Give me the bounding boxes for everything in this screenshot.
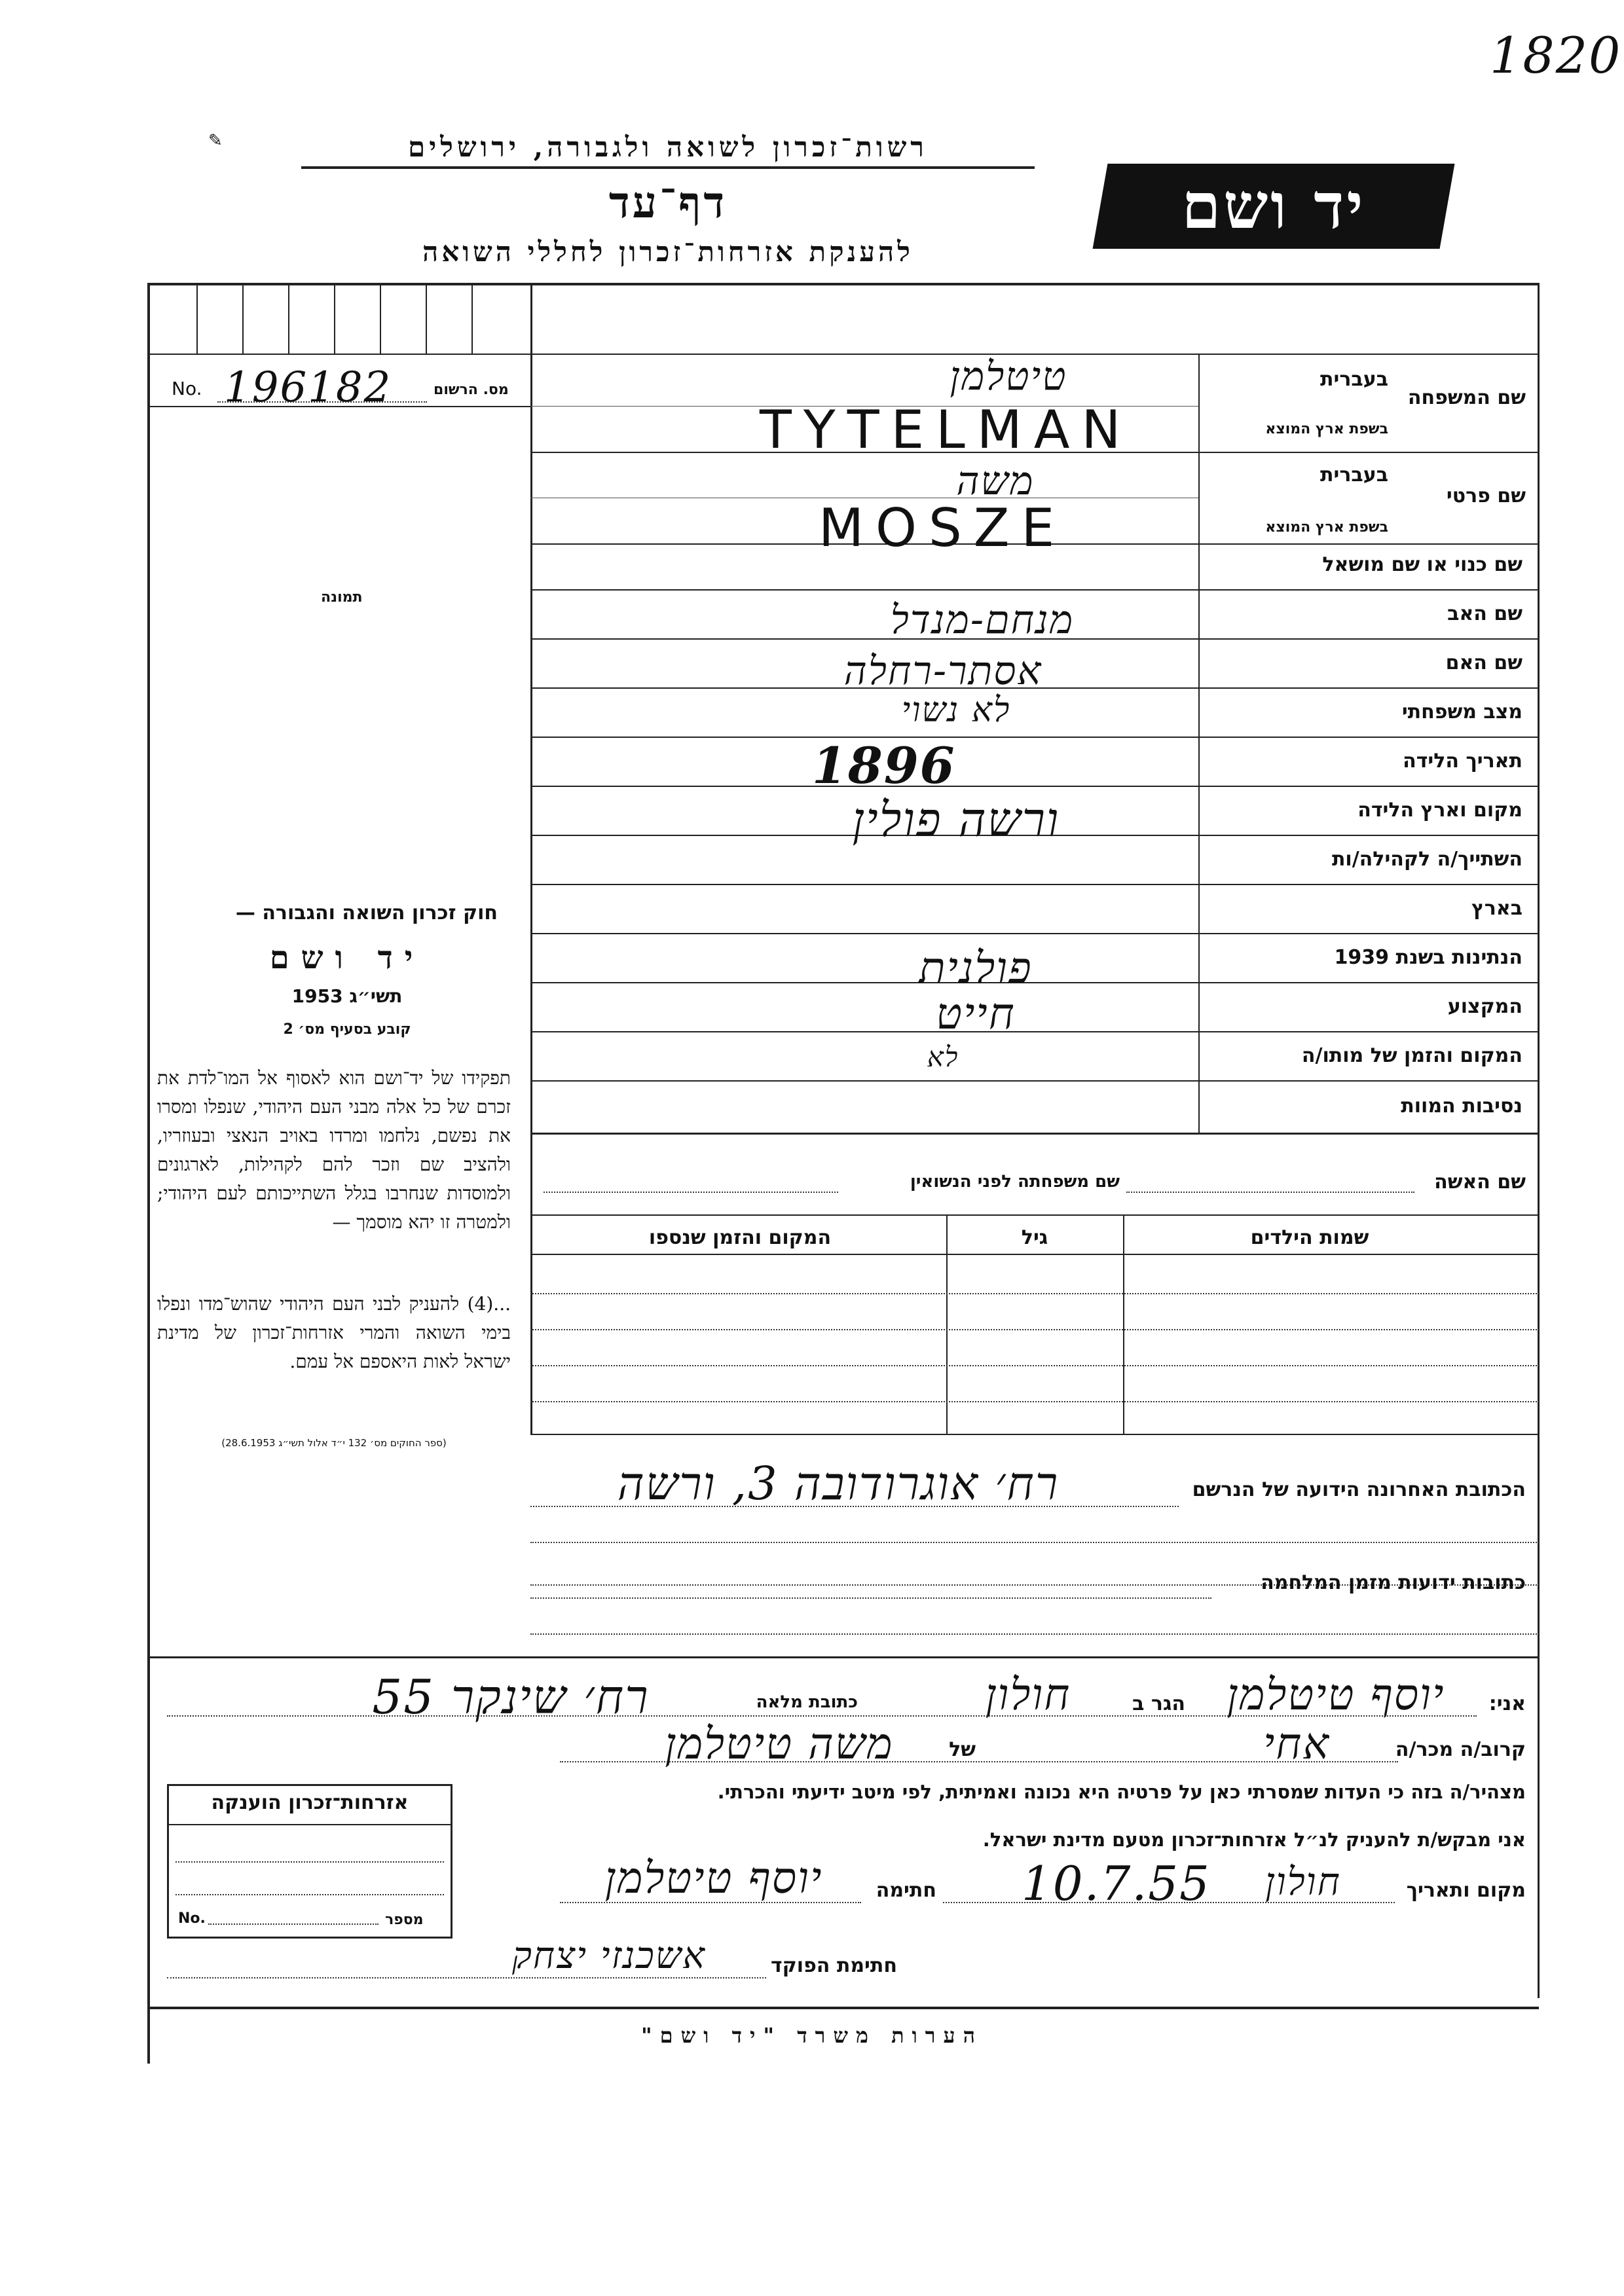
law-title: חוק זכרון השואה והגבורה — xyxy=(235,902,498,924)
value-date: 10.7.55 xyxy=(1022,1856,1211,1911)
label-column-divider xyxy=(1198,354,1200,1133)
citizenship-box-title: אזרחות־זכרון הוענקה xyxy=(211,1791,409,1814)
value-signature: יוסף טיטלמן xyxy=(604,1853,823,1903)
label-declarant: אני: xyxy=(1488,1692,1526,1715)
label-mother: שם האם xyxy=(1445,651,1522,674)
value-nationality: פולנית xyxy=(919,943,1033,993)
label-of: של xyxy=(949,1738,976,1761)
law-name: יד ושם xyxy=(269,939,425,976)
value-surname-hebrew: טיטלמן xyxy=(950,354,1067,399)
value-firstname-hebrew: משה xyxy=(956,458,1035,504)
value-surname-origin: TYTELMAN xyxy=(760,399,1133,460)
label-death: המקום והזמן של מותו/ה xyxy=(1301,1044,1522,1067)
archive-number: 1820 xyxy=(1490,26,1622,84)
label-officer: חתימת הפוקד xyxy=(771,1954,897,1977)
request-text: אני מבקש/ת להעניק לנ״ל אזרחות־זכרון מטעם מדינת ישראל. xyxy=(982,1829,1526,1851)
yad-vashem-logo xyxy=(1093,164,1455,249)
column-divider xyxy=(530,283,532,1435)
frame-right xyxy=(1538,283,1540,1998)
label-father: שם האב xyxy=(1447,602,1522,625)
label-nickname: שם כנוי או שם מושאל xyxy=(1322,553,1522,576)
declaration-text: מצהיר/ה בזה כי העדות שמסרתי כאן על פרטיה היא נכונה ואמיתית, לפי מיטב ידיעתי והכרתי. xyxy=(717,1781,1526,1803)
frame-left xyxy=(147,283,150,2064)
header-children-names: שמות הילדים xyxy=(1250,1226,1369,1249)
label-full-address: כתובת מלאה xyxy=(756,1692,858,1712)
label-maiden-name: שם משפחתה לפני הנשואין xyxy=(910,1172,1120,1192)
label-surname: שם המשפחה xyxy=(1407,386,1526,409)
header-institution: רשות־זכרון לשואה ולגבורה, ירושלים xyxy=(301,131,1035,169)
law-paragraph-2: ...(4) להעניק לבני העם היהודי שהוש־מדו ונפלו בימי השואה והמרי אזרחות־זכרון של מדינת ישראל לאות היאספם אל עמם. xyxy=(157,1293,511,1372)
label-war-address: כתובות ידועות מזמן המלחמה xyxy=(1261,1571,1526,1594)
form-title: דף־עד xyxy=(608,177,728,228)
label-wife: שם האשה xyxy=(1434,1171,1526,1194)
value-birthdate: 1896 xyxy=(812,737,956,795)
law-year: תשי״ג 1953 xyxy=(291,985,403,1007)
value-of-name: משה טיטלמן xyxy=(665,1719,894,1769)
law-clause: קובע בסעיף מס׳ 2 xyxy=(283,1021,411,1038)
value-father: מנחם-מנדל xyxy=(890,597,1075,643)
value-profession: חייט xyxy=(936,989,1016,1039)
label-relative: קרוב/ה מכר/ה xyxy=(1395,1738,1526,1761)
label-birthdate: תאריך הלידה xyxy=(1403,750,1522,773)
photo-label: תמונה xyxy=(321,589,363,606)
value-firstname-origin: MOSZE xyxy=(819,498,1067,558)
value-declarant-name: יוסף טיטלמן xyxy=(1227,1669,1445,1720)
value-marital: לא נשוי xyxy=(901,691,1011,730)
stamp-mark-icon: ✎ xyxy=(208,131,223,151)
label-community: השתייך/ה לקהילה/ות xyxy=(1331,848,1522,871)
value-birthplace: ורשה פולין xyxy=(852,792,1060,847)
label-nationality: הנתינות בשנת 1939 xyxy=(1334,946,1522,969)
value-officer: אשכנזי יצחק xyxy=(511,1935,707,1977)
label-profession: המקצוע xyxy=(1447,995,1522,1018)
value-relation: אחי xyxy=(1263,1719,1330,1769)
registration-number: No. 196182 מס. הרשום xyxy=(172,363,509,412)
label-marital: מצב משפחתי xyxy=(1401,701,1522,723)
citizenship-box: אזרחות־זכרון הוענקה No. מספר xyxy=(167,1784,452,1939)
law-paragraph-1: תפקידו של יד־ושם הוא לאסוף אל המו־לדת את זכרם של כל אלה מבני העם היהודי, שנפלו ומסרו את נפשם, נלחמו ומרדו באויב הנאצי ובעוזריו, ולהציב שם וזכר להם לקהילות, לארגונים ולמוסדות שנחרבו בגלל השתייכותם לעם היהודי; ולמטרה זו יהא מוסמך — xyxy=(157,1067,511,1233)
remarks-label: הערות משרד "יד ושם" xyxy=(640,2023,984,2048)
form-subtitle: להענקת אזרחות־זכרון לחללי השואה xyxy=(422,236,913,268)
law-footnote: (ספר החוקים מס׳ 132 י״ד אלול תשי״ג 28.6.1953) xyxy=(221,1437,447,1449)
label-birthplace: מקום וארץ הלידה xyxy=(1357,799,1522,822)
value-place: חולון xyxy=(1265,1859,1341,1904)
value-mother: אסתר-רחלה xyxy=(843,648,1043,694)
value-declarant-address: רח׳ שינקר 55 xyxy=(372,1669,650,1724)
logo-text: יד ושם xyxy=(1181,169,1366,243)
header-children-age: גיל xyxy=(1021,1226,1048,1249)
label-firstname: שם פרטי xyxy=(1446,484,1526,507)
label-last-address: הכתובת האחרונה הידועה של הנרשם xyxy=(1192,1478,1526,1501)
registration-value: 196182 xyxy=(224,363,392,412)
value-last-address: רח׳ אוגרודובה 3, ורשה xyxy=(617,1457,1060,1510)
value-city: חולון xyxy=(985,1669,1071,1720)
label-signature: חתימה xyxy=(876,1879,936,1902)
label-resides: הגר ב xyxy=(1132,1692,1185,1715)
header-children-place: המקום והזמן שנספו xyxy=(648,1226,832,1249)
value-death: לא xyxy=(927,1041,959,1073)
label-country: בארץ xyxy=(1471,897,1522,920)
label-circumstances: נסיבות המוות xyxy=(1401,1095,1522,1118)
label-place-date: מקום ותאריך xyxy=(1406,1879,1526,1902)
frame-top xyxy=(147,283,1539,285)
